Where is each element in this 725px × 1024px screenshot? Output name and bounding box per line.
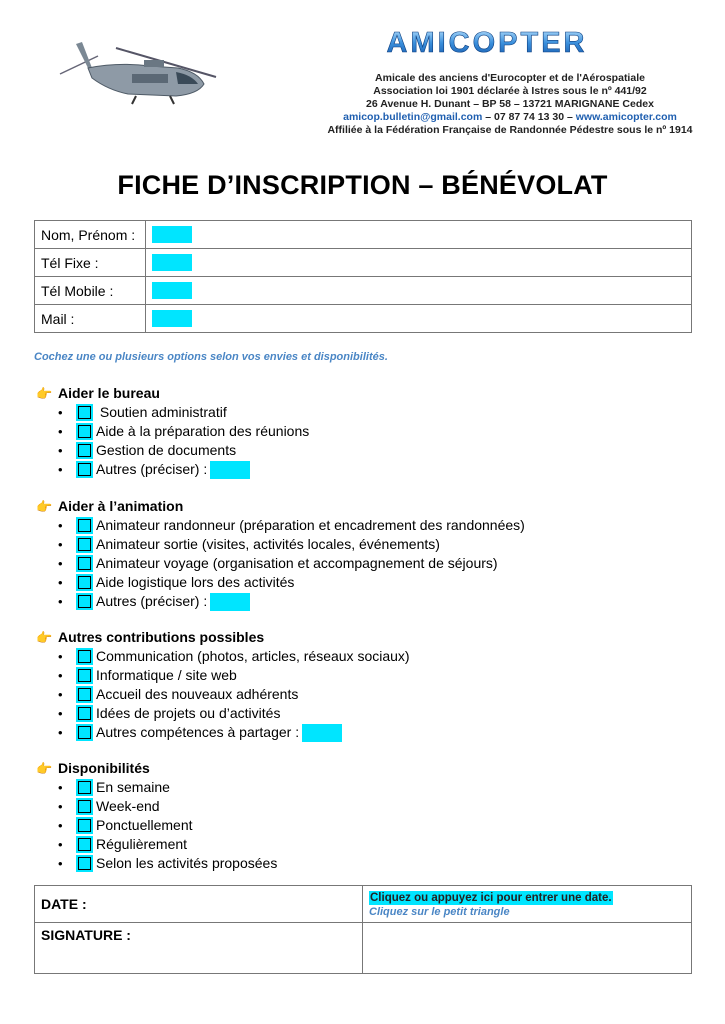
address-line: Amicale des anciens d'Eurocopter et de l'Aérospatiale xyxy=(375,72,645,84)
option-label: Aide à la préparation des réunions xyxy=(96,423,310,439)
field-cell xyxy=(146,221,692,249)
signature-table xyxy=(34,885,692,974)
checkbox-icon[interactable] xyxy=(78,669,91,682)
list-item: • Régulièrement xyxy=(58,836,188,852)
checkbox-icon[interactable] xyxy=(78,463,91,476)
signature-label: SIGNATURE : xyxy=(35,923,363,974)
list-item: • Idées de projets ou d’activités xyxy=(58,705,281,721)
checkbox-icon[interactable] xyxy=(78,576,91,589)
pointing-hand-icon: 👉 xyxy=(36,499,53,514)
checkbox-icon[interactable] xyxy=(78,781,91,794)
email-link[interactable]: amicop.bulletin@gmail.com xyxy=(343,111,483,123)
list-item: • Informatique / site web xyxy=(58,667,237,683)
list-item: • Communication (photos, articles, réseaux sociaux) xyxy=(58,648,410,664)
affiliation-line: Affiliée à la Fédération Française de Randonnée Pédestre sous le nº 1914 xyxy=(327,124,693,136)
section-heading xyxy=(36,496,696,516)
checkbox-icon[interactable] xyxy=(78,688,91,701)
pointing-hand-icon: 👉 xyxy=(36,630,53,645)
field-cell xyxy=(146,305,692,333)
date-note: Cliquez sur le petit triangle xyxy=(369,906,510,918)
phone-fixed-input[interactable] xyxy=(152,254,192,271)
checkbox-icon[interactable] xyxy=(78,819,91,832)
list-item: • Animateur sortie (visites, activités locales, événements) xyxy=(58,536,440,552)
website-link[interactable]: www.amicopter.com xyxy=(575,111,677,123)
checkbox-icon[interactable] xyxy=(78,519,91,532)
checkbox-icon[interactable] xyxy=(78,707,91,720)
checkbox-icon[interactable] xyxy=(78,800,91,813)
option-label: Gestion de documents xyxy=(96,442,237,458)
section-help-animation xyxy=(36,496,696,611)
option-label: En semaine xyxy=(96,779,170,795)
checkbox-icon[interactable] xyxy=(78,557,91,570)
option-label: Aide logistique lors des activités xyxy=(96,574,295,590)
list-item: • En semaine xyxy=(58,779,170,795)
svg-text:AMICOPTER: AMICOPTER xyxy=(386,27,588,58)
pointing-hand-icon: 👉 xyxy=(36,386,53,401)
helicopter-image xyxy=(58,22,218,110)
phone-number: – 07 87 74 13 30 – xyxy=(482,111,576,123)
section-help-office xyxy=(36,383,696,479)
date-picker-input[interactable]: Cliquez ou appuyez ici pour entrer une date. xyxy=(370,892,612,904)
instruction-text: Cochez une ou plusieurs options selon vos envies et disponibilités. xyxy=(34,351,388,363)
option-label: Animateur sortie (visites, activités locales, événements) xyxy=(96,536,440,552)
field-cell xyxy=(146,277,692,305)
field-cell xyxy=(146,249,692,277)
address-line: 26 Avenue H. Dunant – BP 58 – 13721 MARIGNANE Cedex xyxy=(366,98,654,110)
option-label: Régulièrement xyxy=(96,836,188,852)
table-row xyxy=(35,923,692,974)
other-skills-input[interactable] xyxy=(302,724,342,742)
section-availability xyxy=(36,758,696,873)
list-item: • Soutien administratif xyxy=(58,404,227,420)
list-item: • Autres (préciser) : xyxy=(36,460,696,479)
section-title: Disponibilités xyxy=(58,760,150,776)
option-label: Ponctuellement xyxy=(96,817,193,833)
list-item: • Animateur randonneur (préparation et encadrement des randonnées) xyxy=(58,517,525,533)
section-heading xyxy=(36,383,696,403)
table-row xyxy=(35,249,692,277)
list-item: • Week-end xyxy=(58,798,160,814)
section-title: Autres contributions possibles xyxy=(58,629,265,645)
checkbox-icon[interactable] xyxy=(78,425,91,438)
option-label: Autres (préciser) : xyxy=(96,593,208,609)
date-label: DATE : xyxy=(35,886,363,923)
table-row xyxy=(35,221,692,249)
field-label: Mail : xyxy=(35,305,146,333)
option-label: Idées de projets ou d’activités xyxy=(96,705,281,721)
list-item: • Aide à la préparation des réunions xyxy=(58,423,310,439)
amicopter-logo xyxy=(356,24,618,58)
other-details-input[interactable] xyxy=(210,593,250,611)
association-address xyxy=(320,72,700,137)
option-label: Soutien administratif xyxy=(96,404,227,420)
checkbox-icon[interactable] xyxy=(78,838,91,851)
section-heading xyxy=(36,758,696,778)
section-other-contributions xyxy=(36,627,696,742)
table-row xyxy=(35,305,692,333)
option-label: Animateur voyage (organisation et accompagnement de séjours) xyxy=(96,555,498,571)
field-label: Tél Fixe : xyxy=(35,249,146,277)
section-heading xyxy=(36,627,696,647)
page-title: FICHE D’INSCRIPTION – BÉNÉVOLAT xyxy=(117,170,608,200)
checkbox-icon[interactable] xyxy=(78,857,91,870)
list-item: • Aide logistique lors des activités xyxy=(58,574,295,590)
contact-line xyxy=(320,111,700,124)
option-label: Accueil des nouveaux adhérents xyxy=(96,686,299,702)
list-item: • Autres (préciser) : xyxy=(36,592,696,611)
checkbox-icon[interactable] xyxy=(78,406,91,419)
option-label: Communication (photos, articles, réseaux sociaux) xyxy=(96,648,410,664)
checkbox-icon[interactable] xyxy=(78,650,91,663)
option-label: Week-end xyxy=(96,798,160,814)
phone-mobile-input[interactable] xyxy=(152,282,192,299)
option-label: Animateur randonneur (préparation et encadrement des randonnées) xyxy=(96,517,525,533)
list-item: • Animateur voyage (organisation et accompagnement de séjours) xyxy=(58,555,498,571)
table-row xyxy=(35,277,692,305)
field-label: Tél Mobile : xyxy=(35,277,146,305)
option-label: Selon les activités proposées xyxy=(96,855,278,871)
email-input[interactable] xyxy=(152,310,192,327)
pointing-hand-icon: 👉 xyxy=(36,761,53,776)
option-label: Informatique / site web xyxy=(96,667,237,683)
table-row xyxy=(35,886,692,923)
option-label: Autres (préciser) : xyxy=(96,461,208,477)
list-item: • Selon les activités proposées xyxy=(58,855,278,871)
option-label: Autres compétences à partager : xyxy=(96,724,300,740)
list-item: • Gestion de documents xyxy=(58,442,237,458)
name-input[interactable] xyxy=(152,226,192,243)
list-item: • Autres compétences à partager : xyxy=(36,723,696,742)
checkbox-icon[interactable] xyxy=(78,726,91,739)
checkbox-icon[interactable] xyxy=(78,595,91,608)
other-details-input[interactable] xyxy=(210,461,250,479)
list-item: • Accueil des nouveaux adhérents xyxy=(58,686,299,702)
field-label: Nom, Prénom : xyxy=(35,221,146,249)
section-title: Aider le bureau xyxy=(58,385,160,401)
checkbox-icon[interactable] xyxy=(78,538,91,551)
list-item: • Ponctuellement xyxy=(58,817,193,833)
section-title: Aider à l’animation xyxy=(58,498,184,514)
address-line: Association loi 1901 déclarée à Istres sous le nº 441/92 xyxy=(373,85,647,97)
date-cell xyxy=(363,886,692,923)
checkbox-icon[interactable] xyxy=(78,444,91,457)
identity-table xyxy=(34,220,692,333)
signature-field[interactable] xyxy=(363,923,692,974)
